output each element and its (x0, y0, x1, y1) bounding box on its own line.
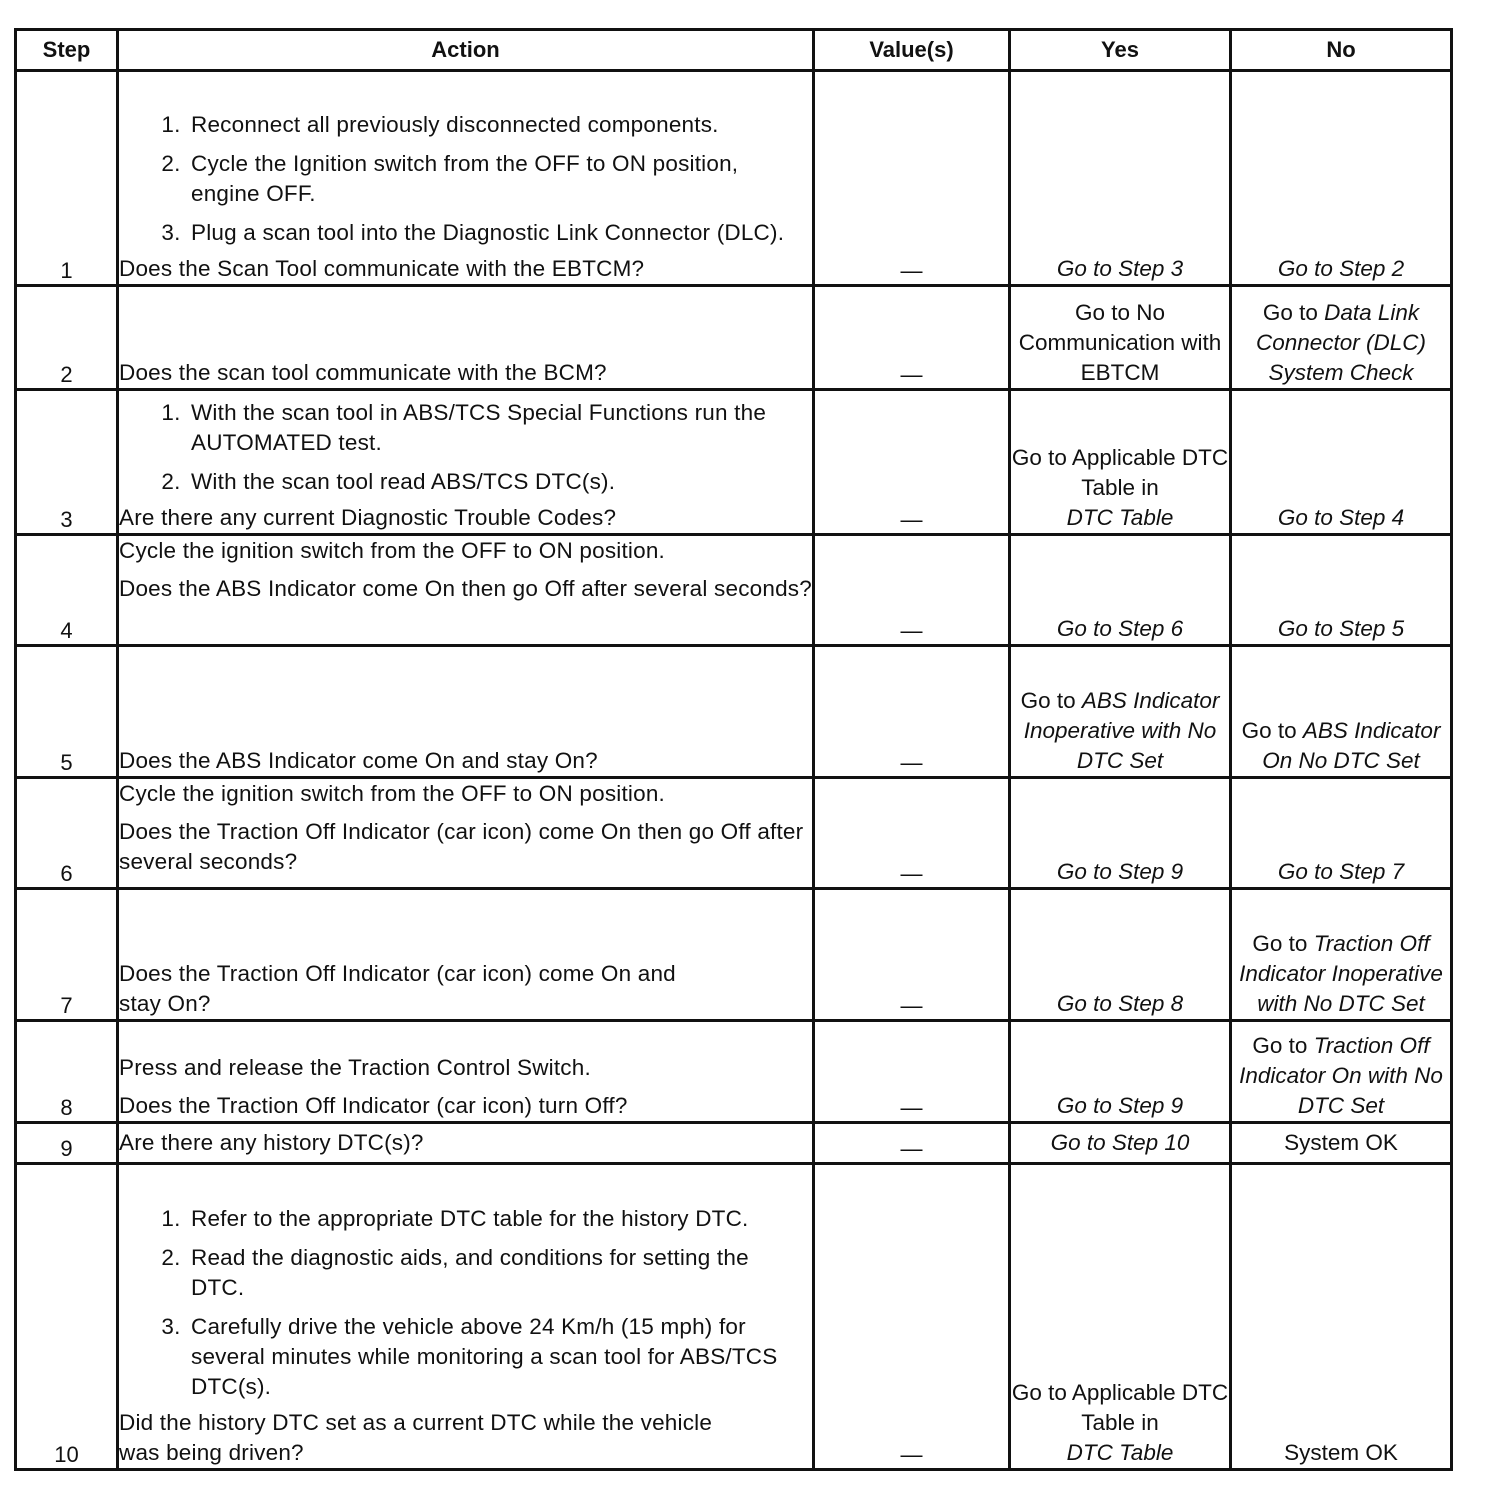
action-list (119, 110, 812, 248)
list-item: 1. Refer to the appropriate DTC table for the history DTC. (187, 1204, 751, 1234)
yes-cell: Go to Step 10 (1010, 1123, 1231, 1164)
no-cell: System OK (1231, 1164, 1452, 1470)
action-list (119, 1204, 812, 1402)
action-cell (118, 71, 814, 286)
table-row (16, 1164, 1452, 1470)
table-row (16, 1021, 1452, 1123)
header-row (16, 30, 1452, 71)
step-number: 9 (16, 1123, 118, 1164)
action-question: Does the ABS Indicator come On then go Off after several seconds? (119, 576, 812, 601)
value-cell: — (814, 286, 1010, 390)
step-number: 2 (16, 286, 118, 390)
value-cell: — (814, 646, 1010, 778)
no-cell: Go to Step 5 (1231, 535, 1452, 646)
yes-cell: Go to Step 9 (1010, 1021, 1231, 1123)
list-item: 1. Reconnect all previously disconnected components. (187, 110, 812, 140)
list-item: 2. Read the diagnostic aids, and conditions for setting the DTC. (187, 1243, 751, 1303)
yes-reference: ABS Indicator Inoperative with No DTC Set (1023, 688, 1220, 773)
value-cell: — (814, 71, 1010, 286)
yes-cell (1010, 390, 1231, 535)
yes-reference: DTC Table (1066, 505, 1174, 530)
yes-prefix: Go to (1020, 688, 1076, 713)
yes-cell: Go to Step 6 (1010, 535, 1231, 646)
yes-cell: Go to Step 8 (1010, 889, 1231, 1021)
no-prefix: Go to (1252, 931, 1308, 956)
value-cell: — (814, 1021, 1010, 1123)
no-reference: ABS Indicator On No DTC Set (1262, 718, 1441, 773)
header-yes: Yes (1010, 30, 1231, 71)
step-number: 6 (16, 778, 118, 889)
action-instruction: Cycle the ignition switch from the OFF to ON position. (119, 538, 665, 563)
value-cell: — (814, 535, 1010, 646)
step-number: 1 (16, 71, 118, 286)
no-reference: Traction Off Indicator On with No DTC Set (1239, 1033, 1443, 1118)
action-cell (118, 778, 814, 889)
list-item: 2. Cycle the Ignition switch from the OFF to ON position, engine OFF. (187, 149, 812, 209)
action-cell (118, 646, 814, 778)
step-number: 5 (16, 646, 118, 778)
yes-prefix: Go to Applicable DTC Table in (1011, 445, 1229, 500)
no-cell (1231, 1021, 1452, 1123)
table-row (16, 646, 1452, 778)
no-cell (1231, 646, 1452, 778)
list-item: 3. Plug a scan tool into the Diagnostic Link Connector (DLC). (187, 218, 812, 248)
header-no: No (1231, 30, 1452, 71)
value-cell: — (814, 889, 1010, 1021)
action-question: Does the Traction Off Indicator (car icon) turn Off? (119, 1093, 628, 1118)
no-reference: Traction Off Indicator Inoperative with No DTC Set (1239, 931, 1443, 1016)
value-cell: — (814, 778, 1010, 889)
yes-cell (1010, 1164, 1231, 1470)
step-number: 7 (16, 889, 118, 1021)
action-question: Are there any history DTC(s)? (119, 1130, 424, 1155)
action-instruction: Press and release the Traction Control Switch. (119, 1055, 591, 1080)
step-number: 10 (16, 1164, 118, 1470)
no-prefix: Go to (1262, 300, 1318, 325)
value-cell: — (814, 390, 1010, 535)
table-row (16, 286, 1452, 390)
diagnostic-table (14, 28, 1453, 1471)
step-number: 8 (16, 1021, 118, 1123)
table-row (16, 889, 1452, 1021)
table-row (16, 390, 1452, 535)
action-question: Does the ABS Indicator come On and stay On? (119, 748, 598, 773)
yes-reference: DTC Table (1066, 1440, 1174, 1465)
no-cell (1231, 889, 1452, 1021)
action-cell (118, 535, 814, 646)
action-question: Are there any current Diagnostic Trouble Codes? (119, 505, 617, 530)
no-cell: Go to Step 4 (1231, 390, 1452, 535)
step-number: 3 (16, 390, 118, 535)
yes-cell (1010, 646, 1231, 778)
action-question: Does the Traction Off Indicator (car icon) come On then go Off after several seconds? (119, 819, 804, 874)
no-cell: System OK (1231, 1123, 1452, 1164)
list-item: 1. With the scan tool in ABS/TCS Special Functions run the AUTOMATED test. (187, 398, 812, 458)
action-list (119, 398, 812, 497)
no-reference: Data Link Connector (DLC) System Check (1255, 300, 1427, 385)
action-cell (118, 1021, 814, 1123)
action-instruction: Cycle the ignition switch from the OFF to ON position. (119, 781, 665, 806)
yes-cell: Go to Step 9 (1010, 778, 1231, 889)
action-cell (118, 1123, 814, 1164)
table-row (16, 535, 1452, 646)
step-number: 4 (16, 535, 118, 646)
value-cell: — (814, 1164, 1010, 1470)
table-row (16, 778, 1452, 889)
no-cell (1231, 286, 1452, 390)
list-item: 3. Carefully drive the vehicle above 24 Km/h (15 mph) for several minutes while monitoring a scan tool for ABS/TCS DTC(s). (187, 1312, 812, 1402)
action-cell (118, 1164, 814, 1470)
header-action: Action (118, 30, 814, 71)
value-cell: — (814, 1123, 1010, 1164)
header-step: Step (16, 30, 118, 71)
action-question: Does the Traction Off Indicator (car icon) come On and stay On? (119, 961, 676, 1016)
no-prefix: Go to (1252, 1033, 1308, 1058)
no-cell: Go to Step 7 (1231, 778, 1452, 889)
table-row (16, 1123, 1452, 1164)
action-cell (118, 286, 814, 390)
list-item: 2. With the scan tool read ABS/TCS DTC(s). (187, 467, 812, 497)
yes-cell: Go to No Communication with EBTCM (1010, 286, 1231, 390)
action-cell (118, 390, 814, 535)
yes-cell: Go to Step 3 (1010, 71, 1231, 286)
action-question: Did the history DTC set as a current DTC while the vehicle was being driven? (119, 1410, 713, 1465)
action-cell (118, 889, 814, 1021)
action-question: Does the Scan Tool communicate with the EBTCM? (119, 256, 645, 281)
table-row (16, 71, 1452, 286)
header-values: Value(s) (814, 30, 1010, 71)
no-prefix: Go to (1241, 718, 1297, 743)
action-question: Does the scan tool communicate with the BCM? (119, 360, 607, 385)
yes-prefix: Go to Applicable DTC Table in (1011, 1380, 1229, 1435)
no-cell: Go to Step 2 (1231, 71, 1452, 286)
